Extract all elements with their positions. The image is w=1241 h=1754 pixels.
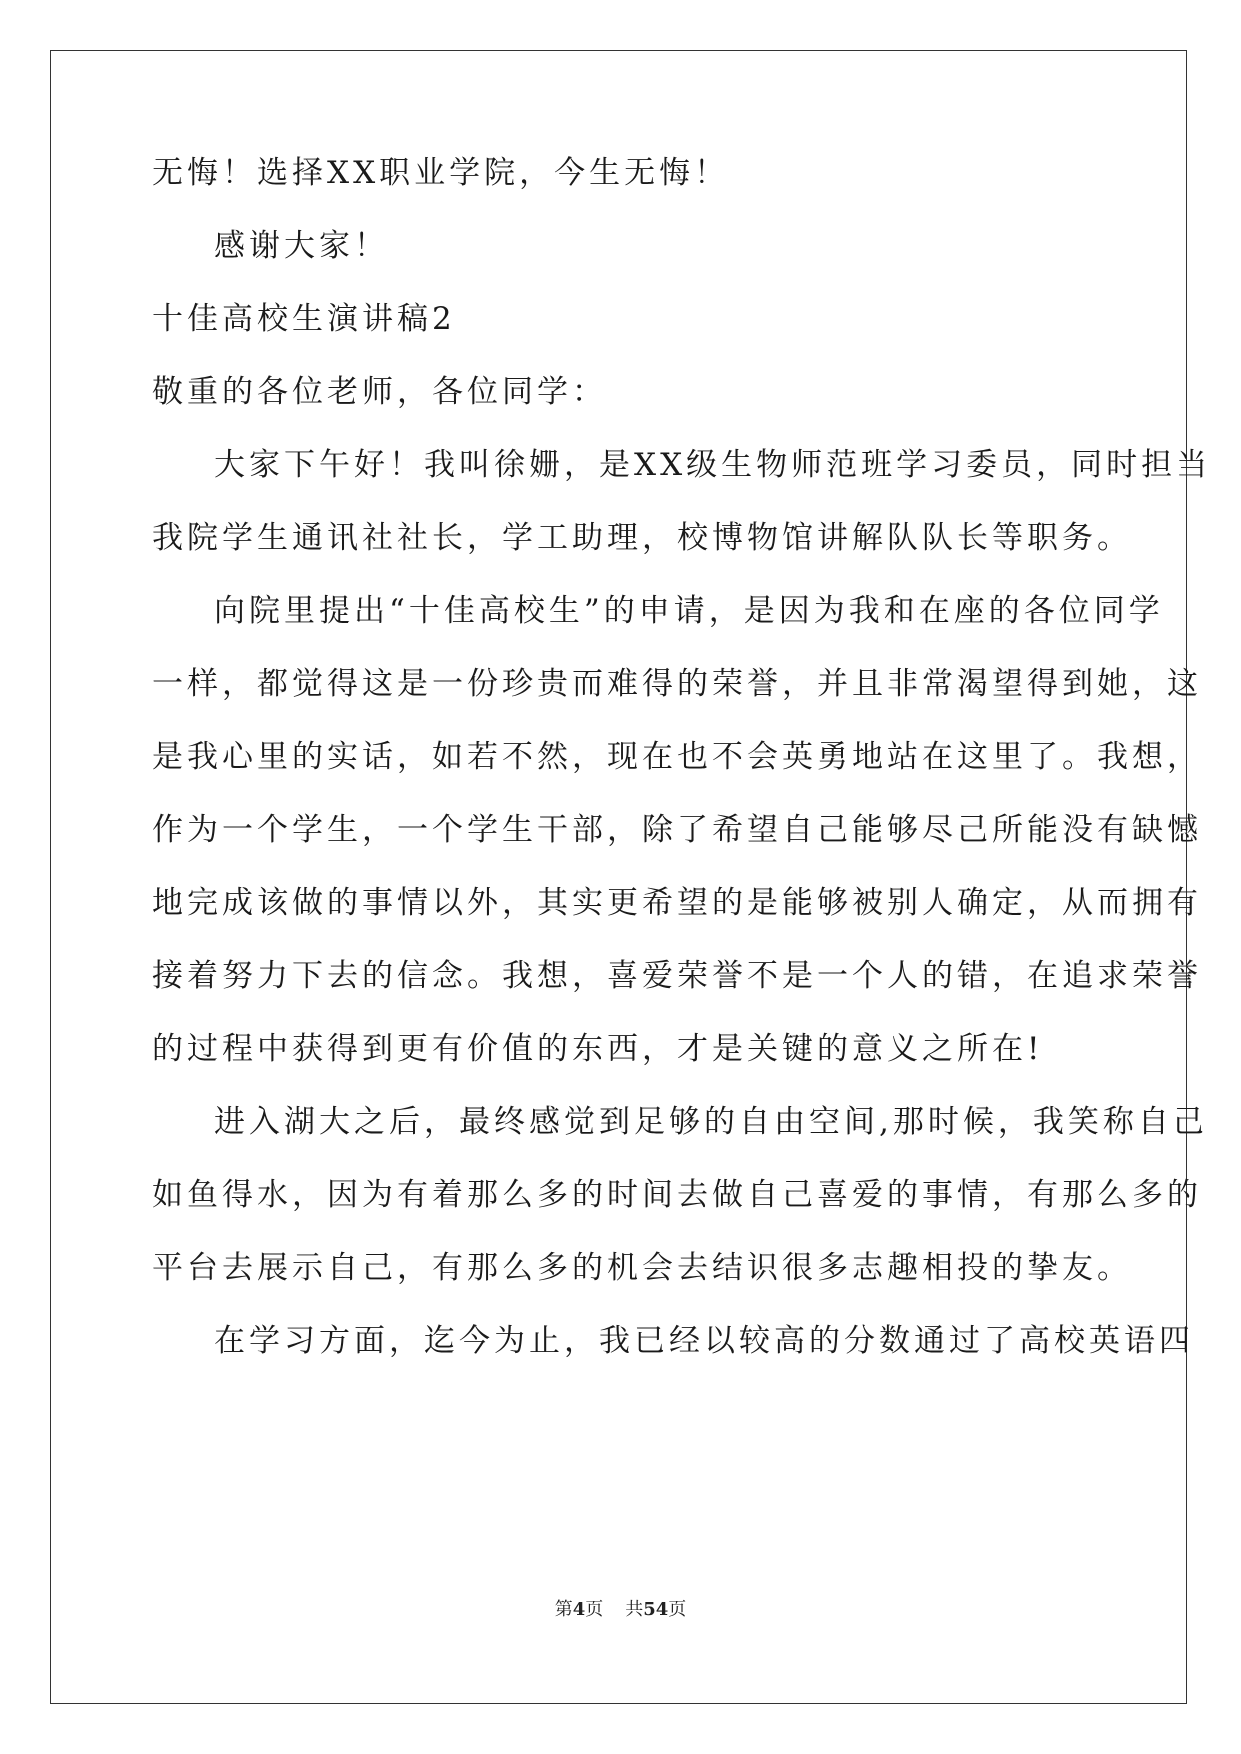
salutation: 敬重的各位老师，各位同学： [152, 374, 607, 410]
text-line: 大家下午好！我叫徐姗，是XX级生物师范班学习委员，同时担当 [214, 447, 1212, 483]
text-line: 在学习方面，迄今为止，我已经以较高的分数通过了高校英语四 [214, 1323, 1194, 1359]
total-prefix: 共 [625, 1599, 644, 1620]
text-line: 如鱼得水，因为有着那么多的时间去做自己喜爱的事情，有那么多的 [152, 1177, 1202, 1213]
page-number: 4 [572, 1599, 586, 1620]
text-line: 感谢大家！ [214, 228, 389, 264]
text-line: 地完成该做的事情以外，其实更希望的是能够被别人确定，从而拥有 [152, 885, 1202, 921]
text-line: 的过程中获得到更有价值的东西，才是关键的意义之所在! [152, 1031, 1044, 1067]
text-line: 接着努力下去的信念。我想，喜爱荣誉不是一个人的错，在追求荣誉 [152, 958, 1202, 994]
text-line: 作为一个学生，一个学生干部，除了希望自己能够尽己所能没有缺憾 [152, 812, 1202, 848]
page-prefix: 第 [554, 1599, 573, 1620]
text-line: 一样，都觉得这是一份珍贵而难得的荣誉，并且非常渴望得到她，这 [152, 666, 1202, 702]
text-line: 向院里提出“十佳高校生”的申请，是因为我和在座的各位同学 [214, 593, 1164, 629]
text-line: 进入湖大之后，最终感觉到足够的自由空间,那时候，我笑称自己 [214, 1104, 1208, 1140]
text-line: 我院学生通讯社社长，学工助理，校博物馆讲解队队长等职务。 [152, 520, 1132, 556]
total-suffix: 页 [668, 1599, 687, 1620]
section-heading: 十佳高校生演讲稿2 [152, 301, 456, 337]
page-footer [0, 1598, 1241, 1622]
total-pages: 54 [643, 1599, 669, 1620]
page-suffix: 页 [585, 1599, 604, 1620]
text-line: 是我心里的实话，如若不然，现在也不会英勇地站在这里了。我想， [152, 739, 1202, 775]
text-line: 平台去展示自己，有那么多的机会去结识很多志趣相投的挚友。 [152, 1250, 1132, 1286]
text-line: 无悔！选择XX职业学院，今生无悔！ [152, 155, 730, 191]
